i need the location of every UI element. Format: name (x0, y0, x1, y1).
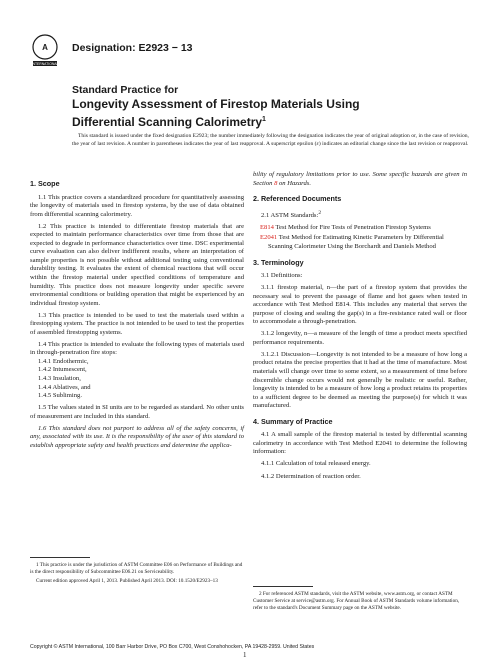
reference-e814 (253, 224, 467, 233)
copyright-notice: Copyright © ASTM International, 100 Barr Harbor Drive, PO Box C700, West Conshohocken, PA 19428-2959. United States (30, 644, 315, 650)
paragraph-3-1-1: 3.1.1 firestop material, n—the part of a firestop system that provides the necessary seal to prevent the passage of flame and hot gases when tested in accordance with Test Method E814. This includes any material that serves the purpose of closing and sealing the gap(s) in a fire-resistance rated wall or floor to accommodate a through-penetration. (253, 284, 467, 326)
paragraph-1-6-continued: bility of regulatory limitations prior to use. Some specific hazards are given in Section 8 on Hazards. (253, 171, 467, 187)
right-column (253, 171, 467, 485)
paragraph-4-1-1: 4.1.1 Calculation of total released energy. (261, 460, 371, 468)
section-8-link[interactable]: 8 (274, 179, 278, 187)
designation-notice: This standard is issued under the fixed designation E2923; the number immediately following the designation indicates the year of original adoption or, in the case of revision, the year of last revision. A number in parentheses indicates the year of last reapproval. A superscript epsilon (ε) indicates an editorial change since the last revision or reapproval. (72, 133, 469, 147)
logo-text: INTERNATIONAL (31, 62, 59, 66)
list-item: 1.4.5 Subliming. (38, 392, 82, 400)
paragraph-1-4: 1.4 This practice is intended to evaluate the following types of materials used in through-penetration fire stops: (30, 340, 244, 357)
paragraph-2-1 (253, 209, 467, 221)
footnote-2-mark: 2 (318, 209, 322, 216)
paragraph-1-5: 1.5 The values stated in SI units are to be regarded as standard. No other units of measurement are included in this standard. (30, 404, 244, 420)
footnote-divider (253, 586, 313, 587)
section-heading-terminology: 3. Terminology (253, 257, 304, 267)
paragraph-1-2: 1.2 This practice is intended to differentiate firestop materials that are expected to maintain performance characteristics over time from those that are expected to degrade in performance characteristics over time. DSC experimental curve evaluation can also deliver indifferent results, where an interpretation of sample properties is not possible without additional testing using conventional durability testing. It evaluates the extent of chemical reactions that will occur within the firestop material under specified conditions of temperature and humidity. This practice does not measure longevity under specific severe environmental conditions or building operation that might be experienced by an individual firestop system. (30, 222, 244, 307)
footnote-1-edition: Current edition approved April 1, 2013. Published April 2013. DOI: 10.1520/E2923–13 (36, 577, 218, 584)
section-heading-scope: 1. Scope (30, 179, 60, 188)
svg-text:A: A (42, 43, 48, 52)
paragraph-3-1: 3.1 Definitions: (261, 272, 303, 280)
reference-e814-link[interactable]: E814 (260, 223, 274, 231)
list-item: 1.4.1 Endothermic, (38, 357, 89, 365)
footnotes-right (253, 586, 467, 614)
paragraph-4-1: 4.1 A small sample of the firestop material is tested by differential scanning calorimetry in accordance with Test Method E2041 to determine the following information: (253, 431, 467, 456)
title-line-2: Differential Scanning Calorimetry (72, 115, 263, 129)
astm-standards-label: 2.1 ASTM Standards: (261, 211, 319, 219)
designation: Designation: E2923 − 13 (72, 42, 193, 54)
reference-e2041-link[interactable]: E2041 (260, 234, 278, 242)
paragraph-1-1: 1.1 This practice covers a standardized procedure for quantitatively assessing the longevity of materials used in firestop systems, by the use of data obtained from differential scanning calorimetry. (30, 193, 244, 218)
list-item: 1.4.4 Ablatives, and (38, 383, 91, 391)
list-item: 1.4.2 Intumescent, (38, 366, 87, 374)
paragraph-1-3: 1.3 This practice is intended to be used to test the materials used within a firestopping system. The practice is not intended to be used to test the properties of assembled firestopping systems. (30, 311, 244, 336)
footnotes-left (30, 557, 244, 587)
title-standard-practice: Standard Practice for (72, 84, 179, 96)
reference-e814-title: Test Method for Fire Tests of Penetration Firestop Systems (273, 223, 431, 231)
section-heading-summary: 4. Summary of Practice (253, 416, 333, 426)
footnote-2: 2 For referenced ASTM standards, visit the ASTM website, www.astm.org, or contact ASTM Customer Service at service@astm.org. For Annual Book of ASTM Standards volume information, refer to the standard's Document Summary page on the ASTM website. (253, 591, 460, 611)
paragraph-4-1-2: 4.1.2 Determination of reaction order. (261, 472, 361, 480)
astm-logo (30, 34, 60, 68)
paragraph-3-1-2-1: 3.1.2.1 Discussion—Longevity is not intended to be a measure of how long a product retains the precise properties that it had at the time of manufacture. Most materials will change over time to some extent, so a measurement of time before discernible change occurs would not generally be realistic or useful. Rather, longevity is intended to be a measure of how long a product retains its properties to a sufficient degree to be deemed as meeting the purpose(s) for which it was manufactured. (253, 350, 467, 410)
footnote-divider (30, 557, 90, 558)
list-item: 1.4.3 Insulation, (38, 374, 81, 382)
left-column (30, 173, 244, 454)
paragraph-1-6: 1.6 This standard does not purport to address all of the safety concerns, if any, associated with its use. It is the responsibility of the user of this standard to establish appropriate safety and health practices and determine the applica- (30, 424, 244, 449)
title-footnote-mark: 1 (262, 116, 266, 123)
page-number: 1 (243, 651, 247, 659)
title-line-1: Longevity Assessment of Firestop Materials Using (72, 97, 360, 111)
paragraph-3-1-2: 3.1.2 longevity, n—a measure of the length of time a product meets specified performance requirements. (253, 330, 467, 346)
reference-e2041 (253, 234, 467, 251)
section-heading-referenced-documents: 2. Referenced Documents (253, 194, 342, 204)
footnote-1: 1 This practice is under the jurisdiction of ASTM Committee E06 on Performance of Buildings and is the direct responsibility of Subcommittee E06.21 on Serviceability. (30, 562, 243, 575)
document-title (72, 83, 472, 130)
reference-e2041-title: Test Method for Estimating Kinetic Parameters by Differential Scanning Calorimeter Using the Borchardt and Daniels Method (268, 234, 444, 250)
